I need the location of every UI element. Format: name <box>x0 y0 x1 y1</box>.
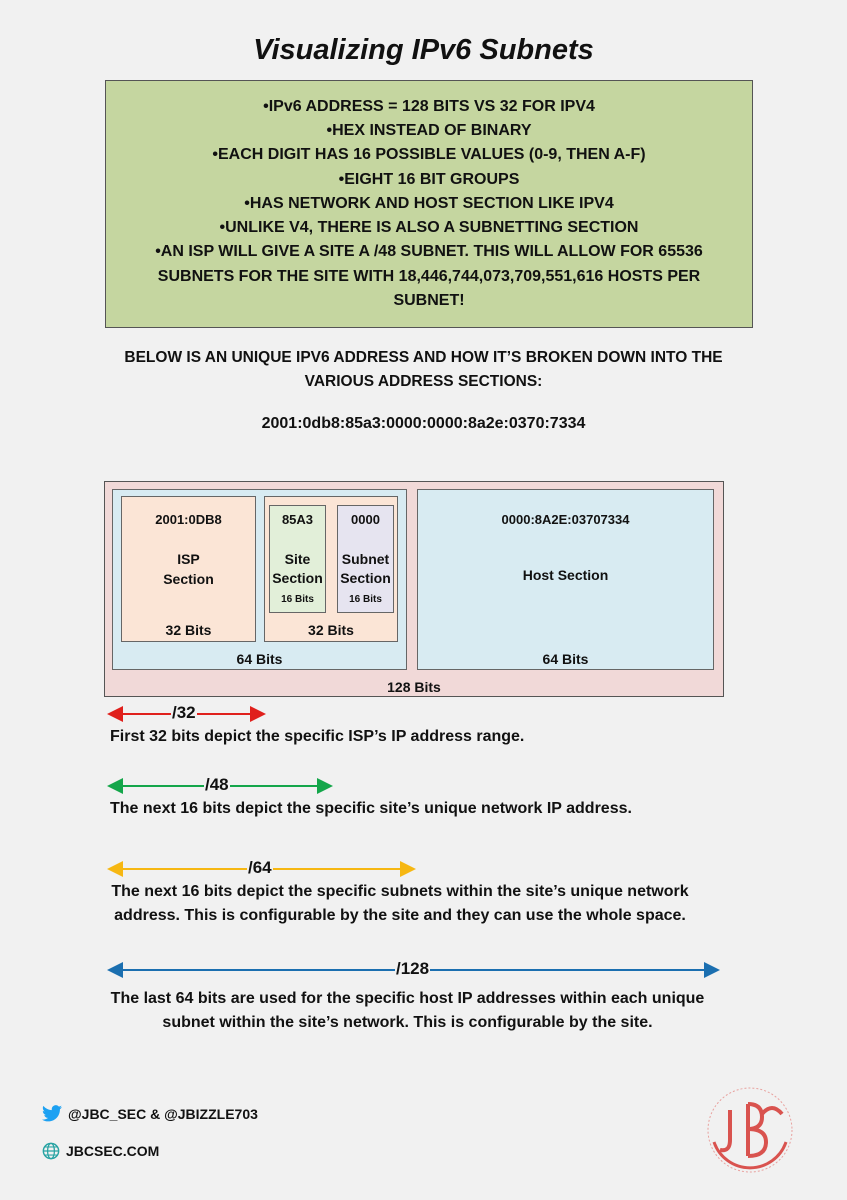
prefix-64-description: The next 16 bits depict the specific subnets within the site’s unique network address. This is configurable by the site and they can use the whole space. <box>111 883 689 924</box>
prefix-48-description: The next 16 bits depict the specific site’s unique network IP address. <box>110 800 632 817</box>
prefix-48-label: /48 <box>205 775 229 794</box>
fact-item: • UNLIKE V4, THERE IS ALSO A SUBNETTING SECTION <box>122 216 736 240</box>
website-text: JBCSEC.COM <box>66 1143 160 1159</box>
site-value: 85A3 <box>281 512 314 527</box>
twitter-icon <box>42 1105 62 1122</box>
prefix-128-description: The last 64 bits are used for the specific host IP addresses within each unique subnet within the site’s network. This is configurable by the site. <box>110 990 705 1031</box>
prefix-128-label: /128 <box>396 959 430 978</box>
site-subnet-bits: 32 Bits <box>308 622 354 638</box>
example-address: 2001:0db8:85a3:0000:0000:8a2e:0370:7334 <box>261 415 586 432</box>
prefix-64-label: /64 <box>248 858 272 877</box>
fact-item: • HAS NETWORK AND HOST SECTION LIKE IPV4 <box>122 192 736 216</box>
prefix-32-description: First 32 bits depict the specific ISP’s IP address range. <box>110 728 525 745</box>
fact-item: • AN ISP WILL GIVE A SITE A /48 SUBNET. THIS WILL ALLOW FOR 65536 SUBNETS FOR THE SITE WITH 18,446,744,073,709,551,616 HOSTS PER SUBNET! <box>122 240 736 313</box>
site-label: Site <box>284 551 311 567</box>
site-label-2: Section <box>272 570 323 586</box>
isp-label-2: Section <box>163 571 214 587</box>
twitter-handles <box>42 1105 258 1122</box>
prefix-32-label: /32 <box>172 703 196 722</box>
site-bits: 16 Bits <box>281 594 314 605</box>
jbc-logo <box>700 1080 800 1180</box>
network-bits: 64 Bits <box>236 651 283 667</box>
fact-item: • IPv6 ADDRESS = 128 BITS VS 32 FOR IPV4 <box>122 95 736 119</box>
website-line <box>42 1142 159 1160</box>
intro-text: BELOW IS AN UNIQUE IPV6 ADDRESS AND HOW IT’S BROKEN DOWN INTO THE VARIOUS ADDRESS SECTIONS: <box>124 349 723 390</box>
fact-item: • EIGHT 16 BIT GROUPS <box>122 168 736 192</box>
host-bits: 64 Bits <box>542 651 589 667</box>
host-label: Host Section <box>522 567 609 583</box>
fact-item: • HEX INSTEAD OF BINARY <box>122 119 736 143</box>
page-title: Visualizing IPv6 Subnets <box>253 34 594 66</box>
subnet-value: 0000 <box>351 512 380 527</box>
isp-label: ISP <box>177 551 200 567</box>
isp-value: 2001:0DB8 <box>155 512 222 527</box>
subnet-label-2: Section <box>340 570 391 586</box>
globe-icon <box>42 1142 60 1160</box>
twitter-handles-text: @JBC_SEC & @JBIZZLE703 <box>68 1105 258 1122</box>
fact-item: • EACH DIGIT HAS 16 POSSIBLE VALUES (0-9, THEN A-F) <box>122 143 736 167</box>
isp-bits: 32 Bits <box>165 622 212 638</box>
subnet-label: Subnet <box>341 551 390 567</box>
host-value: 0000:8A2E:03707334 <box>501 512 630 527</box>
subnet-bits: 16 Bits <box>349 594 382 605</box>
total-bits: 128 Bits <box>387 679 441 695</box>
